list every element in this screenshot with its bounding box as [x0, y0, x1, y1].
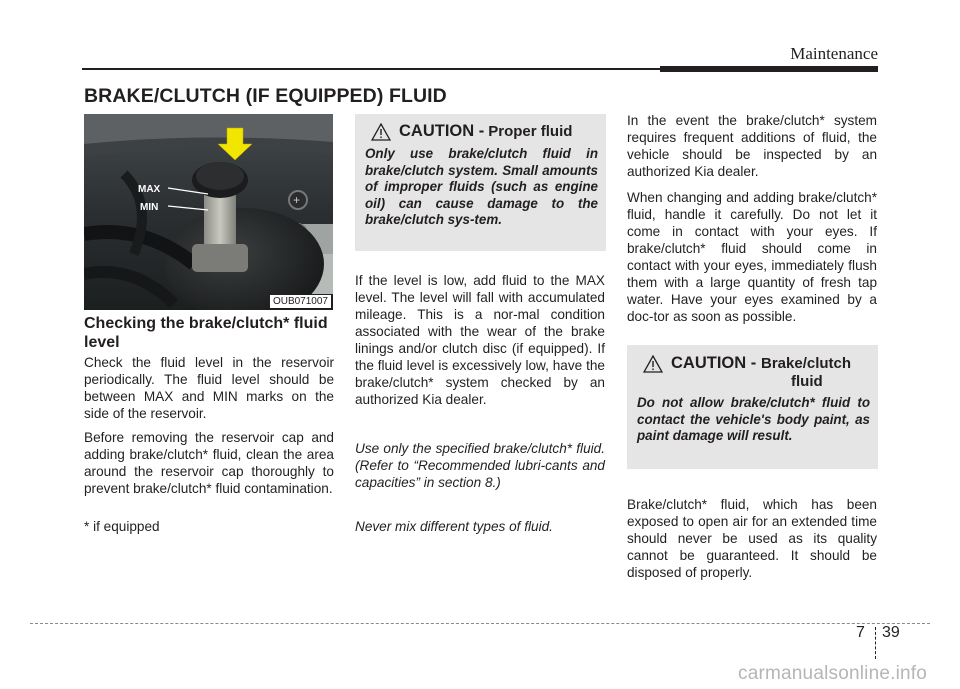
- paragraph-frequent-additions: In the event the brake/clutch* system requires frequent additions of fluid, the vehicle should be inspected by an authorized Kia dealer.: [627, 113, 877, 179]
- page-number: 39: [882, 624, 900, 641]
- warning-triangle-icon: [371, 123, 391, 141]
- paragraph-check-level: Check the fluid level in the reservoir periodically. The fluid level should be between MAX and MIN marks on the side of the reservoir.: [84, 355, 334, 421]
- footer-rule: [30, 623, 930, 624]
- photo-code: OUB071007: [270, 295, 331, 308]
- reservoir-photo: [84, 114, 333, 310]
- max-mark-label: MAX: [138, 184, 161, 195]
- caution-topic: Proper fluid: [488, 123, 573, 140]
- caution-text: Only use brake/clutch fluid in brake/clutch system. Small amounts of improper fluids (such as engine oil) can cause damage to the brake/clutch sys-tem.: [365, 146, 598, 227]
- paragraph-specified-fluid: Use only the specified brake/clutch* fluid. (Refer to “Recommended lubri-cants and capacities” in section 8.): [355, 441, 605, 490]
- reservoir-illustration: [84, 114, 333, 310]
- caution-label: CAUTION -: [399, 122, 485, 140]
- paragraph-before-removing: Before removing the reservoir cap and adding brake/clutch* fluid, clean the area around the reservoir cap thoroughly to prevent brake/clutch* fluid contamination.: [84, 430, 334, 496]
- header-rule-thick: [660, 66, 878, 72]
- header-rule: [82, 68, 660, 70]
- caution-topic-line1: Brake/clutch: [761, 355, 852, 372]
- warning-triangle-icon: [643, 355, 663, 373]
- chapter-number: 7: [856, 624, 865, 641]
- running-head: Maintenance: [790, 44, 878, 63]
- caution-title: [371, 122, 572, 141]
- page-number-divider: [875, 627, 876, 659]
- watermark: carmanualsonline.info: [738, 663, 928, 684]
- caution-text: Do not allow brake/clutch* fluid to contact the vehicle's body paint, as paint damage will result.: [637, 395, 870, 443]
- paragraph-handle-carefully: When changing and adding brake/clutch* fluid, handle it carefully. Do not let it come in contact with your eyes. If brake/clutch* fluid should come in contact with your eyes, immediately flush them with a large quantity of fresh tap water. Have your eyes examined by a doc-tor as soon as possible.: [627, 190, 877, 324]
- subhead-checking-level: Checking the brake/clutch* fluid level: [84, 315, 328, 351]
- paragraph-level-low: If the level is low, add fluid to the MAX level. The level will fall with accumulated mileage. This is a nor-mal condition associated with the wear of the brake linings and/or clutch disc (if equipped). If the fluid level is excessively low, have the brake/clutch* system checked by an authorized Kia dealer.: [355, 273, 605, 407]
- section-title: BRAKE/CLUTCH (IF EQUIPPED) FLUID: [84, 85, 447, 107]
- min-mark-label: MIN: [140, 202, 159, 213]
- caution-box-brake-fluid: [627, 345, 878, 469]
- paragraph-disposal: Brake/clutch* fluid, which has been exposed to open air for an extended time should never be used as its quality cannot be guaranteed. It should be disposed of properly.: [627, 497, 877, 580]
- svg-text:+: +: [293, 193, 301, 207]
- caution-label: CAUTION -: [671, 354, 757, 372]
- caution-topic-line2: fluid: [791, 373, 823, 390]
- paragraph-never-mix: Never mix different types of fluid.: [355, 519, 553, 534]
- footnote: * if equipped: [84, 519, 160, 534]
- caution-box-proper-fluid: [355, 114, 606, 251]
